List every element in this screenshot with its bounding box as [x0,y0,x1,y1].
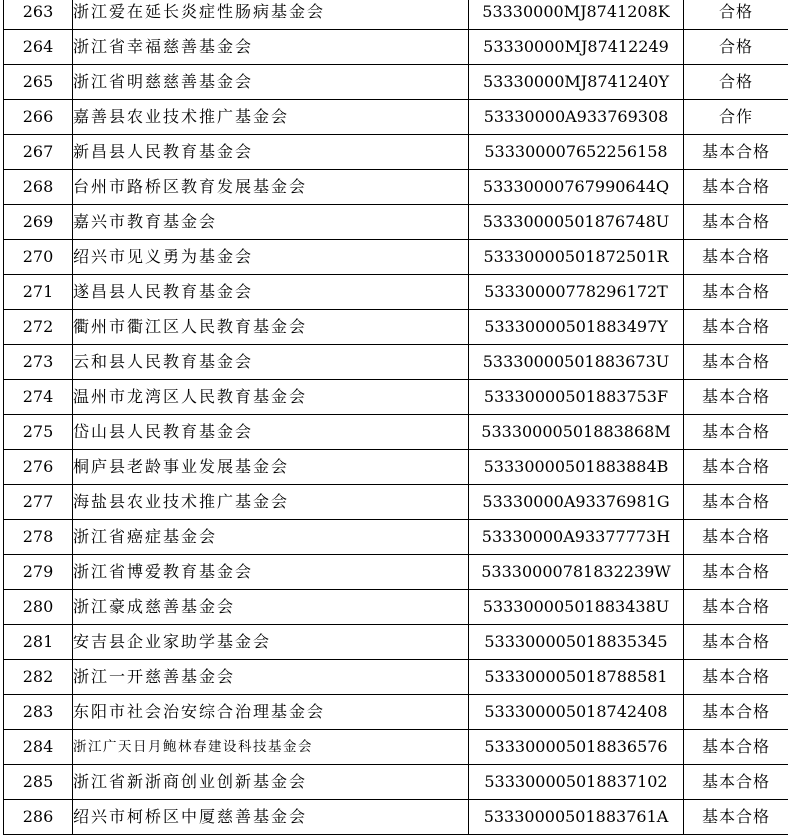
row-number: 272 [4,310,73,345]
row-number: 278 [4,520,73,555]
credit-code: 53330000501883761A [469,800,684,835]
table-row [4,240,788,275]
credit-code: 533300005018837102 [469,765,684,800]
evaluation-result: 基本合格 [684,310,788,345]
table-row [4,520,788,555]
credit-code: 53330000501883497Y [469,310,684,345]
foundation-name: 岱山县人民教育基金会 [73,415,469,450]
row-number: 270 [4,240,73,275]
evaluation-result: 基本合格 [684,555,788,590]
evaluation-result: 基本合格 [684,625,788,660]
foundation-name: 绍兴市柯桥区中厦慈善基金会 [73,800,469,835]
credit-code: 53330000501872501R [469,240,684,275]
table-row [4,590,788,625]
foundation-name: 浙江爱在延长炎症性肠病基金会 [73,0,469,30]
credit-code: 533300005018836576 [469,730,684,765]
table-row [4,65,788,100]
table-row [4,345,788,380]
evaluation-result: 合作 [684,100,788,135]
foundation-name: 浙江省癌症基金会 [73,520,469,555]
table-row [4,765,788,800]
row-number: 271 [4,275,73,310]
credit-code: 53330000A93376981G [469,485,684,520]
credit-code: 53330000501883438U [469,590,684,625]
evaluation-result: 基本合格 [684,590,788,625]
evaluation-result: 基本合格 [684,450,788,485]
table-row [4,0,788,30]
foundation-name: 浙江省明慈慈善基金会 [73,65,469,100]
credit-code: 53330000767990644Q [469,170,684,205]
table-row [4,485,788,520]
row-number: 283 [4,695,73,730]
evaluation-result: 合格 [684,0,788,30]
foundation-name: 嘉善县农业技术推广基金会 [73,100,469,135]
foundation-name: 浙江省博爱教育基金会 [73,555,469,590]
table-row [4,800,788,835]
credit-code: 53330000A933769308 [469,100,684,135]
row-number: 281 [4,625,73,660]
foundation-name: 桐庐县老龄事业发展基金会 [73,450,469,485]
row-number: 265 [4,65,73,100]
row-number: 275 [4,415,73,450]
foundation-name: 台州市路桥区教育发展基金会 [73,170,469,205]
credit-code: 533300005018835345 [469,625,684,660]
row-number: 286 [4,800,73,835]
table-row [4,135,788,170]
foundation-name: 遂昌县人民教育基金会 [73,275,469,310]
credit-code: 533300005018788581 [469,660,684,695]
foundation-name: 衢州市衢江区人民教育基金会 [73,310,469,345]
credit-code: 53330000501883673U [469,345,684,380]
foundation-evaluation-table [3,0,788,835]
foundation-name: 浙江广天日月鲍林春建设科技基金会 [73,730,469,765]
credit-code: 53330000MJ8741208K [469,0,684,30]
row-number: 285 [4,765,73,800]
foundation-name: 浙江省新浙商创业创新基金会 [73,765,469,800]
table-row [4,660,788,695]
credit-code: 53330000781832239W [469,555,684,590]
table-row [4,450,788,485]
evaluation-result: 基本合格 [684,415,788,450]
foundation-name: 安吉县企业家助学基金会 [73,625,469,660]
table-row [4,415,788,450]
credit-code: 53330000501883868M [469,415,684,450]
credit-code: 53330000778296172T [469,275,684,310]
foundation-name: 温州市龙湾区人民教育基金会 [73,380,469,415]
row-number: 273 [4,345,73,380]
foundation-name: 浙江省幸福慈善基金会 [73,30,469,65]
evaluation-result: 基本合格 [684,240,788,275]
table-row [4,625,788,660]
evaluation-result: 基本合格 [684,345,788,380]
evaluation-result: 基本合格 [684,800,788,835]
evaluation-result: 基本合格 [684,695,788,730]
foundation-name: 新昌县人民教育基金会 [73,135,469,170]
credit-code: 53330000MJ87412249 [469,30,684,65]
row-number: 284 [4,730,73,765]
table-row [4,30,788,65]
row-number: 276 [4,450,73,485]
foundation-name: 绍兴市见义勇为基金会 [73,240,469,275]
table-row [4,695,788,730]
credit-code: 533300007652256158 [469,135,684,170]
foundation-name: 东阳市社会治安综合治理基金会 [73,695,469,730]
table-body [4,0,788,835]
evaluation-result: 基本合格 [684,275,788,310]
evaluation-result: 基本合格 [684,765,788,800]
table-row [4,100,788,135]
table-row [4,380,788,415]
table-row [4,275,788,310]
evaluation-result: 基本合格 [684,135,788,170]
row-number: 267 [4,135,73,170]
table-row [4,205,788,240]
table-row [4,310,788,345]
foundation-name: 嘉兴市教育基金会 [73,205,469,240]
evaluation-result: 基本合格 [684,520,788,555]
credit-code: 53330000501883753F [469,380,684,415]
credit-code: 53330000501883884B [469,450,684,485]
credit-code: 53330000A93377773H [469,520,684,555]
evaluation-result: 基本合格 [684,170,788,205]
table-row [4,170,788,205]
row-number: 274 [4,380,73,415]
foundation-name: 浙江一开慈善基金会 [73,660,469,695]
evaluation-result: 基本合格 [684,205,788,240]
evaluation-result: 基本合格 [684,730,788,765]
row-number: 280 [4,590,73,625]
evaluation-result: 基本合格 [684,485,788,520]
row-number: 266 [4,100,73,135]
evaluation-result: 合格 [684,65,788,100]
row-number: 277 [4,485,73,520]
row-number: 268 [4,170,73,205]
evaluation-result: 基本合格 [684,380,788,415]
foundation-name: 海盐县农业技术推广基金会 [73,485,469,520]
row-number: 263 [4,0,73,30]
evaluation-result: 合格 [684,30,788,65]
credit-code: 533300005018742408 [469,695,684,730]
credit-code: 53330000501876748U [469,205,684,240]
credit-code: 53330000MJ8741240Y [469,65,684,100]
row-number: 264 [4,30,73,65]
foundation-name: 云和县人民教育基金会 [73,345,469,380]
table-row [4,555,788,590]
evaluation-result: 基本合格 [684,660,788,695]
foundation-name: 浙江豪成慈善基金会 [73,590,469,625]
row-number: 279 [4,555,73,590]
row-number: 269 [4,205,73,240]
table-row [4,730,788,765]
row-number: 282 [4,660,73,695]
